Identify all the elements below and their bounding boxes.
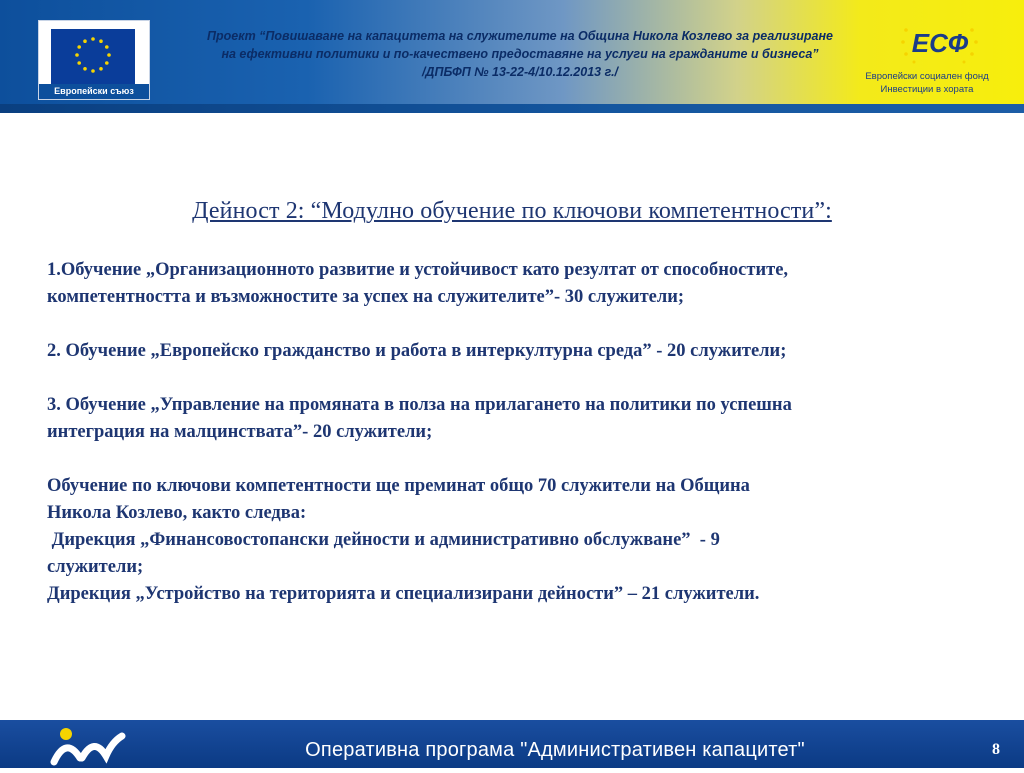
project-title [160, 27, 880, 81]
project-line-1: Проект “Повишаване на капацитета на служителите на Община Никола Козлево за реализиране [207, 29, 833, 43]
summary-line-3: Дирекция „Финансовостопански дейности и административно обслужване” - 9 [47, 530, 720, 550]
project-line-3: /ДПБФП № 13-22-4/10.12.2013 г./ [421, 65, 619, 79]
esf-mark-text: ЕСФ [911, 28, 969, 58]
eu-logo [38, 20, 150, 100]
item1-line-2: компетентността и възможностите за успех на служителите”- 30 служители; [47, 287, 685, 307]
eu-flag-icon [51, 29, 135, 85]
header-stripe [0, 104, 1024, 113]
summary-line-2: Никола Козлево, както следва: [47, 503, 307, 523]
esf-name-line-1: Европейски социален фонд [865, 71, 989, 82]
summary-line-5: Дирекция „Устройство на територията и специализирани дейности” – 21 служители. [47, 584, 760, 604]
training-summary [47, 473, 977, 608]
summary-line-1: Обучение по ключови компетентности ще преминат общо 70 служители на Община [47, 476, 750, 496]
esf-logo [862, 20, 992, 98]
programme-title: Оперативна програма "Административен капацитет" [305, 739, 805, 761]
item2-line-1: 2. Обучение „Европейско гражданство и работа в интеркултурна среда” - 20 служители; [47, 341, 787, 361]
eu-label: Европейски съюз [39, 84, 149, 99]
training-item-3 [47, 392, 977, 446]
esf-name [862, 70, 992, 96]
esf-mark-icon [900, 22, 980, 66]
item1-line-1: 1.Обучение „Организационното развитие и устойчивост като резултат от способностите, [47, 260, 789, 280]
summary-line-4: служители; [47, 557, 144, 577]
slide-content [47, 195, 977, 608]
training-item-2 [47, 338, 977, 365]
item3-line-2: интеграция на малцинствата”- 20 служители; [47, 422, 433, 442]
item3-line-1: 3. Обучение „Управление на промяната в полза на прилагането на политики по успешна [47, 395, 792, 415]
training-item-1 [47, 257, 977, 311]
page-number: 8 [992, 741, 1000, 758]
esf-name-line-2: Инвестиции в хората [880, 84, 974, 95]
project-line-2: на ефективни политики и по-качествено предоставяне на услуги на гражданите и бизнеса” [221, 47, 819, 61]
activity-title: Дейност 2: “Модулно обучение по ключови компетентности”: [192, 198, 832, 224]
